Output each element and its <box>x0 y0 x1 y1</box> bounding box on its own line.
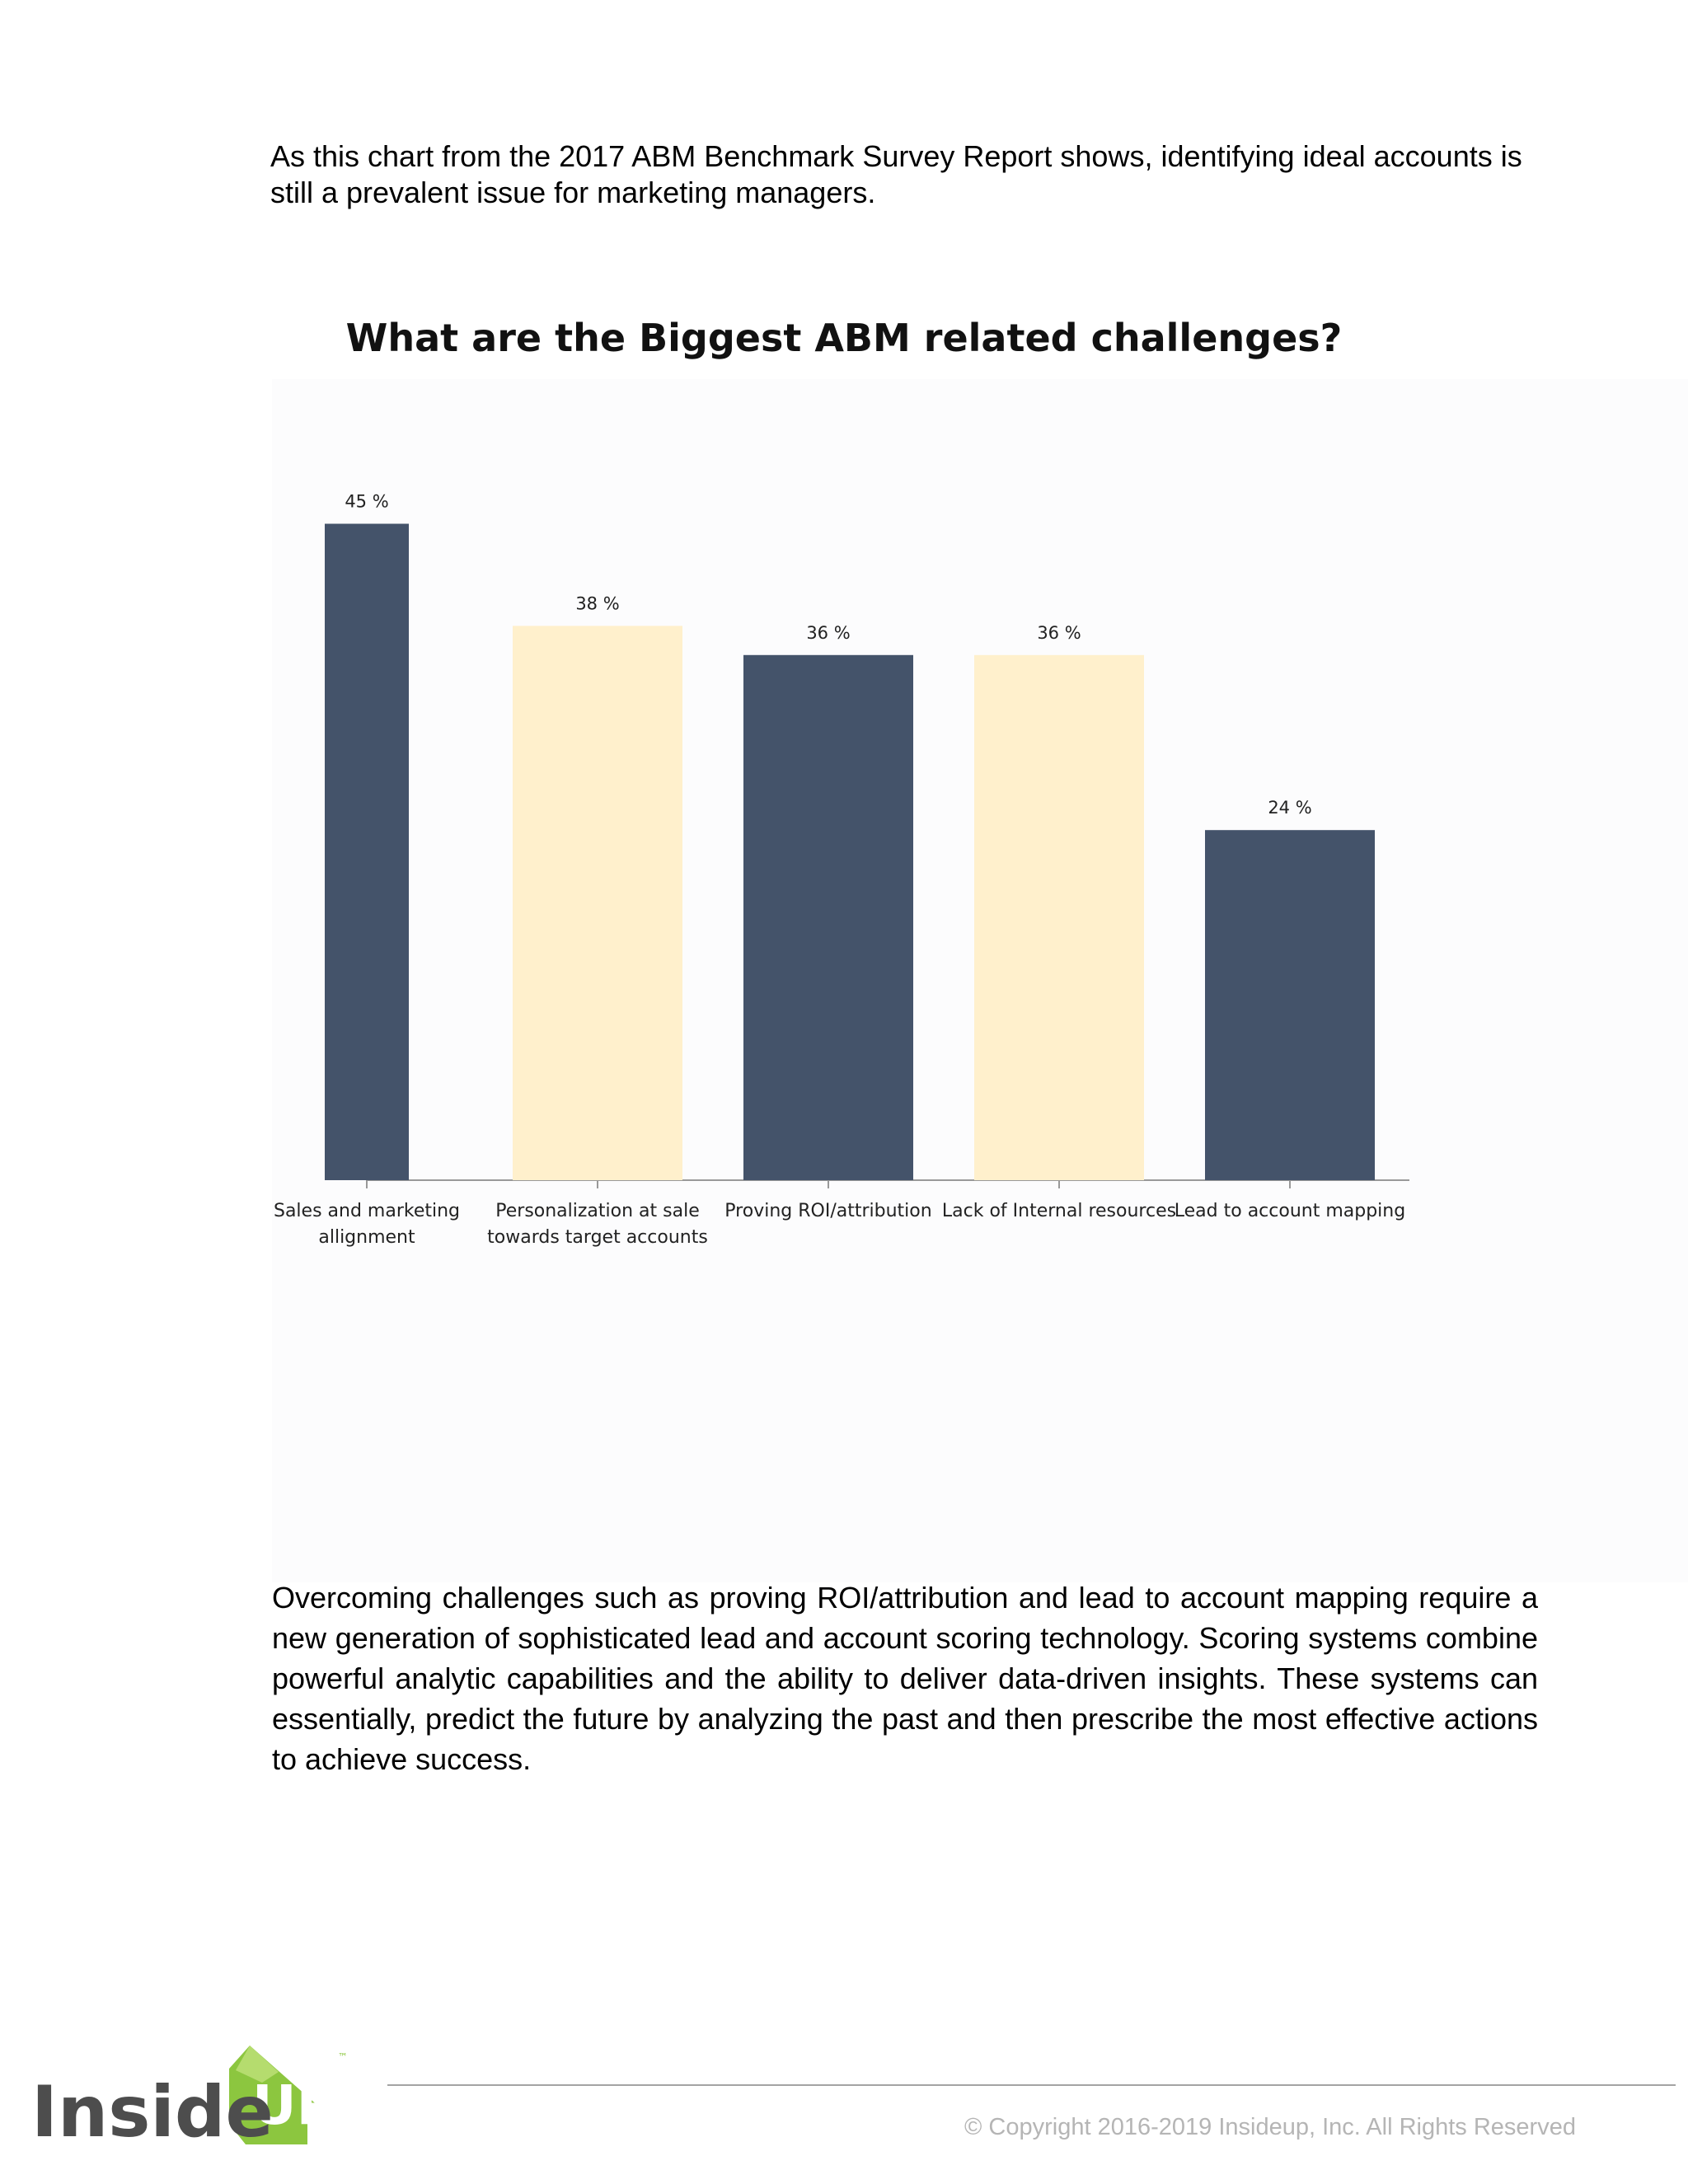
intro-text: As this chart from the 2017 ABM Benchmark Survey Report shows, identifying ideal accounts is still a prevalent issue for marketing managers. <box>270 139 1522 209</box>
data-label: 36 % <box>806 622 851 643</box>
bar <box>325 524 409 1181</box>
bar <box>1205 830 1375 1180</box>
logo-tm-icon: ™ <box>338 2051 348 2063</box>
bar <box>513 626 682 1180</box>
logo-mark-text: UP <box>252 2074 336 2137</box>
copyright-text: © Copyright 2016-2019 Insideup, Inc. All Rights Reserved <box>964 2114 1576 2140</box>
chart-title: What are the Biggest ABM related challenges? <box>345 316 1343 360</box>
bar <box>743 655 913 1180</box>
x-tick-label: Proving ROI/attribution <box>724 1201 932 1221</box>
bar <box>974 655 1144 1180</box>
data-label: 24 % <box>1268 798 1312 818</box>
x-tick-label: allignment <box>318 1227 415 1248</box>
data-label: 36 % <box>1037 622 1081 643</box>
x-tick-label: Personalization at sale <box>495 1201 700 1221</box>
logo-wordmark: Inside <box>31 2071 274 2154</box>
x-tick-label: Lack of Internal resources <box>941 1201 1177 1221</box>
x-tick-label: towards target accounts <box>487 1227 708 1248</box>
insideup-logo <box>31 2021 353 2161</box>
x-tick-label: Sales and marketing <box>273 1201 461 1221</box>
footer-divider <box>387 2084 1676 2086</box>
data-label: 38 % <box>575 593 620 614</box>
body-paragraph: Overcoming challenges such as proving ROI/attribution and lead to account mapping require a new generation of sophisticated lead and account scoring technology. Scoring systems combine powerful analytic capabilities and the ability to deliver data-driven insights. These systems can essentially, predict the future by analyzing the past and then prescribe the most effective actions to achieve success. <box>272 1581 1538 1776</box>
data-label: 45 % <box>345 491 389 512</box>
x-tick-label: Lead to account mapping <box>1174 1201 1406 1221</box>
